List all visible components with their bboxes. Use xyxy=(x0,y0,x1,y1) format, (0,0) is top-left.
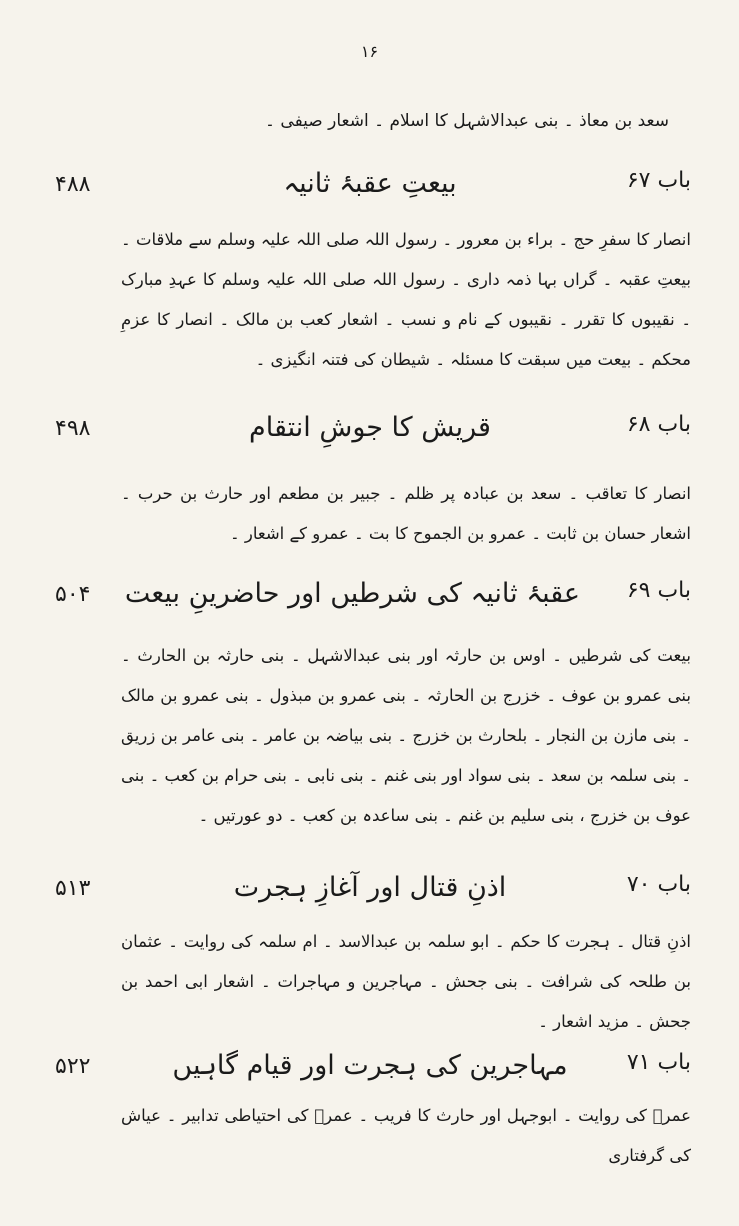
chapter-title: عقبۂ ثانیہ کی شرطیں اور حاضرینِ بیعت xyxy=(124,578,580,609)
chapter-page-number: ۴۹۸ xyxy=(55,416,91,441)
chapter-label: باب ۷۱ xyxy=(626,1050,691,1075)
chapter-page-number: ۵۲۲ xyxy=(55,1054,91,1079)
intro-line: سعد بن معاذ ۔ بنی عبدالاشہل کا اسلام ۔ اشعار صیفی ۔ xyxy=(265,111,669,131)
chapter-topics: بیعت کی شرطیں ۔ اوس بن حارثہ اور بنی عبدالاشہل ۔ بنی حارثہ بن الحارث ۔ بنی عمرو بن عوف ۔ خزرج بن الحارثہ ۔ بنی عمرو بن مبذول ۔ بنی عمرو بن مالک ۔ بنی مازن بن النجار ۔ بلحارث بن خزرج ۔ بنی بیاضہ بن عامر ۔ بنی عامر بن زریق ۔ بنی سلمہ بن سعد ۔ بنی سواد اور بنی غنم ۔ بنی نابی ۔ بنی حرام بن کعب ۔ بنی عوف بن خزرج ، بنی سلیم بن غنم ۔ بنی ساعدہ بن کعب ۔ دو عورتیں ۔ xyxy=(121,646,691,825)
chapter-label: باب ۷۰ xyxy=(626,872,691,897)
chapter-page-number: ۵۱۳ xyxy=(55,876,91,901)
chapter-label: باب ۶۹ xyxy=(626,578,691,603)
chapter-topics: اذنِ قتال ۔ ہجرت کا حکم ۔ ابو سلمہ بن عبدالاسد ۔ ام سلمہ کی روایت ۔ عثمان بن طلحہ کی شرافت ۔ بنی جحش ۔ مہاجرین و مہاجرات ۔ اشعار ابی احمد بن جحش ۔ مزید اشعار ۔ xyxy=(121,932,691,1031)
chapter-topics: انصار کا تعاقب ۔ سعد بن عبادہ پر ظلم ۔ جبیر بن مطعم اور حارث بن حرب ۔ اشعار حسان بن ثابت ۔ عمرو بن الجموح کا بت ۔ عمرو کے اشعار ۔ xyxy=(121,484,691,543)
chapter-title: بیعتِ عقبۂ ثانیہ xyxy=(283,168,457,199)
chapter-label: باب ۶۷ xyxy=(626,168,691,193)
chapter-topics: انصار کا سفرِ حج ۔ براء بن معرور ۔ رسول اللہ صلی اللہ علیہ وسلم سے ملاقات ۔ بیعتِ عقبہ ۔ گراں بہا ذمہ داری ۔ رسول اللہ صلی اللہ علیہ وسلم کا عہدِ مبارک ۔ نقیبوں کا تقرر ۔ نقیبوں کے نام و نسب ۔ اشعار کعب بن مالک ۔ انصار کا عزمِ محکم ۔ بیعت میں سبقت کا مسئلہ ۔ شیطان کی فتنہ انگیزی ۔ xyxy=(121,230,691,369)
page-number: ۱۶ xyxy=(360,42,379,61)
chapter-title: مہاجرین کی ہجرت اور قیام گاہیں xyxy=(172,1050,568,1081)
chapter-label: باب ۶۸ xyxy=(626,412,691,437)
chapter-topics: عمرؓ کی روایت ۔ ابوجہل اور حارث کا فریب ۔ عمرؓ کی احتیاطی تدابیر ۔ عیاش کی گرفتاری xyxy=(121,1106,691,1165)
chapter-title: قریش کا جوشِ انتقام xyxy=(249,412,491,443)
chapter-title: اذنِ قتال اور آغازِ ہجرت xyxy=(233,872,507,903)
chapter-page-number: ۴۸۸ xyxy=(55,172,91,197)
chapter-page-number: ۵۰۴ xyxy=(55,582,91,607)
